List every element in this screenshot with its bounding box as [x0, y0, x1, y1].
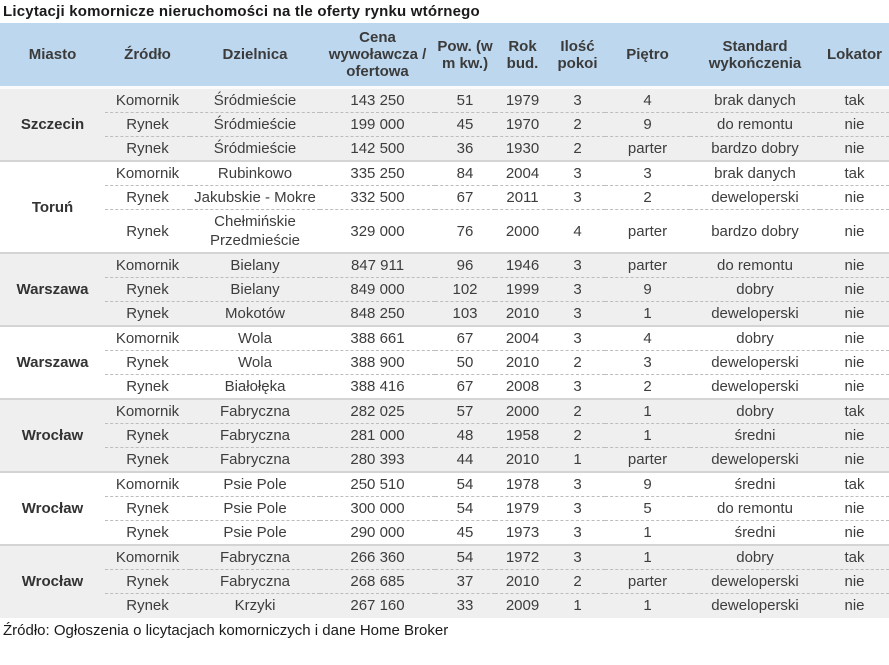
- cell-standard: bardzo dobry: [690, 210, 820, 254]
- cell-ilosc-pokoi: 2: [550, 137, 605, 162]
- cell-lokator: tak: [820, 399, 889, 424]
- cell-pietro: parter: [605, 448, 690, 473]
- cell-ilosc-pokoi: 3: [550, 302, 605, 327]
- cell-cena: 329 000: [320, 210, 435, 254]
- cell-dzielnica: Bielany: [190, 253, 320, 278]
- cell-pow: 76: [435, 210, 495, 254]
- cell-pietro: 9: [605, 472, 690, 497]
- cell-ilosc-pokoi: 3: [550, 521, 605, 546]
- cell-zrodlo: Komornik: [105, 161, 190, 186]
- cell-ilosc-pokoi: 2: [550, 424, 605, 448]
- cell-zrodlo: Rynek: [105, 278, 190, 302]
- cell-ilosc-pokoi: 2: [550, 570, 605, 594]
- cell-ilosc-pokoi: 3: [550, 88, 605, 113]
- cell-lokator: nie: [820, 521, 889, 546]
- cell-cena: 266 360: [320, 545, 435, 570]
- cell-pietro: parter: [605, 570, 690, 594]
- cell-lokator: nie: [820, 375, 889, 400]
- cell-pietro: 1: [605, 521, 690, 546]
- cell-pietro: 3: [605, 161, 690, 186]
- auctions-table: [0, 23, 889, 618]
- cell-cena: 142 500: [320, 137, 435, 162]
- cell-lokator: nie: [820, 302, 889, 327]
- cell-cena: 332 500: [320, 186, 435, 210]
- cell-dzielnica: Fabryczna: [190, 448, 320, 473]
- table-row: [0, 448, 889, 473]
- cell-lokator: nie: [820, 497, 889, 521]
- cell-pietro: 5: [605, 497, 690, 521]
- cell-rok-bud: 2008: [495, 375, 550, 400]
- cell-ilosc-pokoi: 4: [550, 210, 605, 254]
- table-row: [0, 570, 889, 594]
- cell-lokator: nie: [820, 210, 889, 254]
- cell-rok-bud: 1972: [495, 545, 550, 570]
- column-header-ilosc-pokoi: Ilość pokoi: [550, 23, 605, 88]
- cell-standard: średni: [690, 472, 820, 497]
- cell-ilosc-pokoi: 3: [550, 161, 605, 186]
- cell-standard: deweloperski: [690, 351, 820, 375]
- cell-pow: 37: [435, 570, 495, 594]
- cell-dzielnica: Śródmieście: [190, 113, 320, 137]
- table-row: [0, 302, 889, 327]
- cell-rok-bud: 1999: [495, 278, 550, 302]
- cell-zrodlo: Komornik: [105, 326, 190, 351]
- cell-zrodlo: Rynek: [105, 351, 190, 375]
- table-row: [0, 161, 889, 186]
- cell-pow: 36: [435, 137, 495, 162]
- cell-pow: 54: [435, 472, 495, 497]
- cell-miasto: Wrocław: [0, 545, 105, 618]
- table-row: [0, 88, 889, 113]
- cell-lokator: tak: [820, 161, 889, 186]
- cell-cena: 388 661: [320, 326, 435, 351]
- cell-lokator: nie: [820, 186, 889, 210]
- cell-standard: dobry: [690, 399, 820, 424]
- cell-ilosc-pokoi: 3: [550, 545, 605, 570]
- cell-zrodlo: Rynek: [105, 186, 190, 210]
- cell-standard: deweloperski: [690, 594, 820, 618]
- cell-pietro: 9: [605, 113, 690, 137]
- cell-standard: deweloperski: [690, 375, 820, 400]
- cell-standard: dobry: [690, 278, 820, 302]
- column-header-standard: Standard wykończenia: [690, 23, 820, 88]
- cell-lokator: tak: [820, 472, 889, 497]
- cell-rok-bud: 1979: [495, 88, 550, 113]
- column-header-cena: Cena wywoławcza / ofertowa: [320, 23, 435, 88]
- cell-dzielnica: Chełmińskie Przedmieście: [190, 210, 320, 254]
- cell-zrodlo: Komornik: [105, 88, 190, 113]
- cell-dzielnica: Fabryczna: [190, 399, 320, 424]
- cell-pietro: 1: [605, 302, 690, 327]
- column-header-zrodlo: Źródło: [105, 23, 190, 88]
- cell-standard: brak danych: [690, 88, 820, 113]
- cell-standard: deweloperski: [690, 570, 820, 594]
- column-header-pow: Pow. (w m kw.): [435, 23, 495, 88]
- cell-cena: 849 000: [320, 278, 435, 302]
- cell-pow: 103: [435, 302, 495, 327]
- cell-pietro: 1: [605, 545, 690, 570]
- cell-standard: do remontu: [690, 253, 820, 278]
- cell-standard: do remontu: [690, 113, 820, 137]
- column-header-miasto: Miasto: [0, 23, 105, 88]
- cell-lokator: nie: [820, 570, 889, 594]
- cell-cena: 335 250: [320, 161, 435, 186]
- cell-standard: deweloperski: [690, 302, 820, 327]
- table-row: [0, 545, 889, 570]
- cell-pietro: parter: [605, 210, 690, 254]
- cell-miasto: Szczecin: [0, 88, 105, 162]
- cell-pow: 54: [435, 497, 495, 521]
- cell-miasto: Wrocław: [0, 399, 105, 472]
- cell-zrodlo: Rynek: [105, 375, 190, 400]
- table-row: [0, 521, 889, 546]
- cell-cena: 250 510: [320, 472, 435, 497]
- cell-ilosc-pokoi: 3: [550, 375, 605, 400]
- cell-dzielnica: Fabryczna: [190, 570, 320, 594]
- cell-pow: 67: [435, 326, 495, 351]
- cell-dzielnica: Psie Pole: [190, 472, 320, 497]
- cell-standard: deweloperski: [690, 186, 820, 210]
- cell-miasto: Warszawa: [0, 253, 105, 326]
- cell-rok-bud: 2000: [495, 399, 550, 424]
- cell-lokator: nie: [820, 137, 889, 162]
- cell-ilosc-pokoi: 3: [550, 497, 605, 521]
- cell-rok-bud: 1970: [495, 113, 550, 137]
- cell-lokator: tak: [820, 545, 889, 570]
- cell-lokator: nie: [820, 278, 889, 302]
- cell-ilosc-pokoi: 3: [550, 186, 605, 210]
- cell-lokator: nie: [820, 594, 889, 618]
- cell-rok-bud: 2010: [495, 448, 550, 473]
- table-row: [0, 594, 889, 618]
- cell-dzielnica: Bielany: [190, 278, 320, 302]
- cell-rok-bud: 2010: [495, 351, 550, 375]
- cell-standard: do remontu: [690, 497, 820, 521]
- cell-rok-bud: 1973: [495, 521, 550, 546]
- cell-pietro: 9: [605, 278, 690, 302]
- cell-rok-bud: 2004: [495, 161, 550, 186]
- cell-dzielnica: Rubinkowo: [190, 161, 320, 186]
- cell-miasto: Warszawa: [0, 326, 105, 399]
- cell-cena: 143 250: [320, 88, 435, 113]
- cell-rok-bud: 1958: [495, 424, 550, 448]
- cell-pietro: 4: [605, 326, 690, 351]
- cell-dzielnica: Śródmieście: [190, 137, 320, 162]
- column-header-rok-bud: Rok bud.: [495, 23, 550, 88]
- cell-dzielnica: Psie Pole: [190, 497, 320, 521]
- table-header: [0, 23, 889, 88]
- cell-dzielnica: Psie Pole: [190, 521, 320, 546]
- table-body: [0, 88, 889, 618]
- cell-cena: 848 250: [320, 302, 435, 327]
- cell-cena: 199 000: [320, 113, 435, 137]
- cell-pow: 57: [435, 399, 495, 424]
- table-row: [0, 375, 889, 400]
- cell-zrodlo: Komornik: [105, 472, 190, 497]
- cell-rok-bud: 2009: [495, 594, 550, 618]
- cell-zrodlo: Komornik: [105, 399, 190, 424]
- table-row: [0, 210, 889, 254]
- cell-pow: 45: [435, 113, 495, 137]
- cell-dzielnica: Białołęka: [190, 375, 320, 400]
- cell-lokator: tak: [820, 88, 889, 113]
- cell-standard: deweloperski: [690, 448, 820, 473]
- cell-dzielnica: Wola: [190, 326, 320, 351]
- table-row: [0, 497, 889, 521]
- cell-standard: bardzo dobry: [690, 137, 820, 162]
- cell-lokator: nie: [820, 253, 889, 278]
- cell-zrodlo: Rynek: [105, 448, 190, 473]
- cell-pow: 84: [435, 161, 495, 186]
- cell-cena: 290 000: [320, 521, 435, 546]
- cell-standard: brak danych: [690, 161, 820, 186]
- cell-pietro: 1: [605, 594, 690, 618]
- cell-pietro: 1: [605, 399, 690, 424]
- source-note: Źródło: Ogłoszenia o licytacjach komorniczych i dane Home Broker: [3, 621, 449, 639]
- cell-pow: 48: [435, 424, 495, 448]
- cell-pow: 67: [435, 186, 495, 210]
- cell-pietro: parter: [605, 137, 690, 162]
- cell-rok-bud: 1978: [495, 472, 550, 497]
- cell-ilosc-pokoi: 3: [550, 472, 605, 497]
- cell-zrodlo: Komornik: [105, 253, 190, 278]
- cell-cena: 388 900: [320, 351, 435, 375]
- cell-cena: 282 025: [320, 399, 435, 424]
- column-header-dzielnica: Dzielnica: [190, 23, 320, 88]
- cell-rok-bud: 2000: [495, 210, 550, 254]
- table-row: [0, 472, 889, 497]
- column-header-lokator: Lokator: [820, 23, 889, 88]
- page-title: Licytacji komornicze nieruchomości na tle oferty rynku wtórnego: [3, 3, 480, 20]
- cell-rok-bud: 1979: [495, 497, 550, 521]
- cell-rok-bud: 1946: [495, 253, 550, 278]
- cell-ilosc-pokoi: 3: [550, 253, 605, 278]
- cell-pow: 51: [435, 88, 495, 113]
- cell-zrodlo: Rynek: [105, 210, 190, 254]
- table-row: [0, 186, 889, 210]
- cell-rok-bud: 2004: [495, 326, 550, 351]
- cell-pow: 33: [435, 594, 495, 618]
- table-row: [0, 137, 889, 162]
- cell-pietro: 3: [605, 351, 690, 375]
- cell-cena: 268 685: [320, 570, 435, 594]
- table-row: [0, 326, 889, 351]
- cell-pow: 50: [435, 351, 495, 375]
- cell-ilosc-pokoi: 1: [550, 448, 605, 473]
- header-row: [0, 23, 889, 88]
- cell-lokator: nie: [820, 351, 889, 375]
- cell-dzielnica: Fabryczna: [190, 424, 320, 448]
- cell-pietro: 2: [605, 375, 690, 400]
- cell-pietro: 1: [605, 424, 690, 448]
- cell-standard: średni: [690, 424, 820, 448]
- cell-zrodlo: Rynek: [105, 594, 190, 618]
- cell-dzielnica: Fabryczna: [190, 545, 320, 570]
- cell-standard: średni: [690, 521, 820, 546]
- cell-rok-bud: 1930: [495, 137, 550, 162]
- cell-pow: 44: [435, 448, 495, 473]
- cell-pietro: 2: [605, 186, 690, 210]
- cell-dzielnica: Mokotów: [190, 302, 320, 327]
- cell-cena: 280 393: [320, 448, 435, 473]
- cell-ilosc-pokoi: 3: [550, 326, 605, 351]
- cell-standard: dobry: [690, 545, 820, 570]
- cell-zrodlo: Rynek: [105, 113, 190, 137]
- table-row: [0, 113, 889, 137]
- cell-cena: 267 160: [320, 594, 435, 618]
- cell-dzielnica: Jakubskie - Mokre: [190, 186, 320, 210]
- cell-pow: 45: [435, 521, 495, 546]
- cell-ilosc-pokoi: 2: [550, 351, 605, 375]
- cell-zrodlo: Rynek: [105, 302, 190, 327]
- cell-pow: 54: [435, 545, 495, 570]
- cell-ilosc-pokoi: 2: [550, 113, 605, 137]
- cell-dzielnica: Krzyki: [190, 594, 320, 618]
- cell-ilosc-pokoi: 2: [550, 399, 605, 424]
- cell-lokator: nie: [820, 326, 889, 351]
- cell-cena: 281 000: [320, 424, 435, 448]
- cell-zrodlo: Komornik: [105, 545, 190, 570]
- cell-lokator: nie: [820, 113, 889, 137]
- cell-lokator: nie: [820, 448, 889, 473]
- cell-rok-bud: 2010: [495, 302, 550, 327]
- cell-dzielnica: Śródmieście: [190, 88, 320, 113]
- cell-cena: 388 416: [320, 375, 435, 400]
- cell-cena: 300 000: [320, 497, 435, 521]
- cell-cena: 847 911: [320, 253, 435, 278]
- cell-zrodlo: Rynek: [105, 497, 190, 521]
- table-row: [0, 351, 889, 375]
- cell-dzielnica: Wola: [190, 351, 320, 375]
- table-row: [0, 399, 889, 424]
- cell-pietro: 4: [605, 88, 690, 113]
- cell-ilosc-pokoi: 3: [550, 278, 605, 302]
- table-row: [0, 278, 889, 302]
- cell-zrodlo: Rynek: [105, 137, 190, 162]
- cell-zrodlo: Rynek: [105, 521, 190, 546]
- cell-miasto: Toruń: [0, 161, 105, 253]
- cell-pow: 67: [435, 375, 495, 400]
- cell-pow: 96: [435, 253, 495, 278]
- cell-lokator: nie: [820, 424, 889, 448]
- cell-standard: dobry: [690, 326, 820, 351]
- table-row: [0, 253, 889, 278]
- column-header-pietro: Piętro: [605, 23, 690, 88]
- cell-zrodlo: Rynek: [105, 424, 190, 448]
- table-row: [0, 424, 889, 448]
- cell-rok-bud: 2011: [495, 186, 550, 210]
- cell-pietro: parter: [605, 253, 690, 278]
- cell-ilosc-pokoi: 1: [550, 594, 605, 618]
- cell-zrodlo: Rynek: [105, 570, 190, 594]
- cell-pow: 102: [435, 278, 495, 302]
- cell-rok-bud: 2010: [495, 570, 550, 594]
- cell-miasto: Wrocław: [0, 472, 105, 545]
